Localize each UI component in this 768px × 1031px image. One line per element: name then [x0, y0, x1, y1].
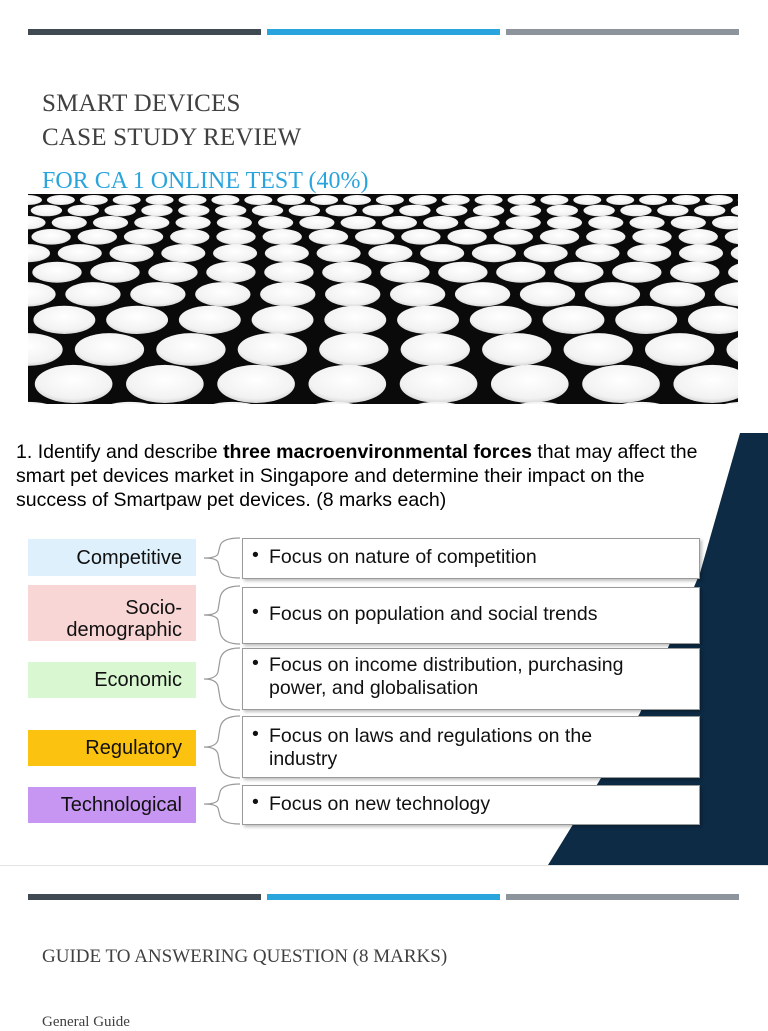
disc-shape: [473, 205, 504, 217]
disc-shape: [615, 306, 677, 334]
disc-shape: [423, 216, 458, 229]
disc-shape: [564, 333, 633, 366]
disc-shape: [28, 333, 63, 366]
disc-shape: [258, 216, 293, 229]
disc-shape: [585, 282, 640, 306]
disc-shape: [299, 216, 334, 229]
desc-competitive: [242, 538, 700, 579]
disc-shape: [215, 205, 246, 217]
disc-shape: [126, 365, 204, 403]
desc-text-line2: power, and globalisation: [269, 677, 691, 700]
question-marks: (8 marks each): [316, 489, 446, 511]
disc-shape: [632, 229, 671, 245]
disc-shape: [442, 195, 470, 205]
disc-shape: [728, 262, 738, 283]
disc-shape: [291, 402, 378, 404]
disc-shape: [75, 333, 144, 366]
disc-shape: [31, 229, 70, 245]
desc-text: Focus on nature of competition: [269, 546, 537, 568]
disc-shape: [455, 282, 510, 306]
disc-shape: [238, 333, 307, 366]
disc-shape: [28, 216, 46, 229]
disc-shape: [409, 195, 437, 205]
disc-shape: [252, 306, 314, 334]
bullet-glyph: •: [252, 544, 259, 567]
disc-shape: [671, 216, 706, 229]
disc-shape: [264, 262, 313, 283]
disc-shape: [195, 282, 250, 306]
disc-shape: [482, 333, 551, 366]
disc-shape: [731, 244, 738, 262]
disc-shape: [93, 216, 128, 229]
desc-technological: [242, 785, 700, 825]
question-bold: three macroenvironmental forces: [223, 441, 532, 463]
disc-shape: [104, 205, 135, 217]
disc-shape: [540, 229, 579, 245]
disc-shape: [725, 229, 738, 245]
disc-shape: [134, 216, 169, 229]
disc-shape: [58, 244, 102, 262]
disc-shape: [146, 195, 174, 205]
disc-shape: [694, 205, 725, 217]
disc-shape: [705, 195, 733, 205]
disc-shape: [679, 244, 723, 262]
disc-shape: [472, 244, 516, 262]
disc-shape: [33, 306, 95, 334]
disc-shape: [543, 306, 605, 334]
desc-socio-demographic: [242, 587, 700, 644]
disc-shape: [263, 229, 302, 245]
disc-shape: [322, 262, 371, 283]
disc-shape: [148, 262, 197, 283]
disc-shape: [170, 229, 209, 245]
header-bar-grey: [506, 29, 739, 35]
disc-shape: [475, 195, 503, 205]
slide-separator: [0, 865, 768, 866]
header-bar-dark: [28, 894, 261, 900]
disc-shape: [547, 205, 578, 217]
force-socio-demographic: [28, 585, 196, 641]
header-bar-grey: [506, 894, 739, 900]
force-technological: [28, 787, 196, 823]
disc-shape: [627, 244, 671, 262]
disc-shape: [156, 333, 225, 366]
disc-shape: [141, 205, 172, 217]
disc-shape: [672, 195, 700, 205]
disc-shape: [399, 205, 430, 217]
disc-shape: [110, 244, 154, 262]
disc-shape: [491, 365, 569, 403]
disc-shape: [380, 262, 429, 283]
disc-shape: [582, 365, 660, 403]
disc-shape: [124, 229, 163, 245]
header-bar-dark: [28, 29, 261, 35]
disc-shape: [382, 216, 417, 229]
disc-shape: [32, 262, 81, 283]
disc-shape: [657, 205, 688, 217]
disc-shape: [715, 282, 738, 306]
disc-shape: [506, 216, 541, 229]
disc-shape: [362, 205, 393, 217]
disc-shape: [113, 195, 141, 205]
disc-shape: [217, 365, 295, 403]
disc-shape: [217, 216, 252, 229]
disc-shape: [90, 262, 139, 283]
disc-shape: [731, 205, 738, 217]
disc-shape: [420, 244, 464, 262]
disc-shape: [520, 282, 575, 306]
desc-regulatory: [242, 716, 700, 778]
disc-shape: [494, 229, 533, 245]
disc-shape: [438, 262, 487, 283]
disc-shape: [206, 262, 255, 283]
disc-shape: [679, 229, 718, 245]
force-label: Socio-: [125, 597, 182, 619]
disc-shape: [343, 195, 371, 205]
question-text: [16, 440, 716, 512]
disc-shape: [712, 216, 738, 229]
disc-shape: [244, 195, 272, 205]
disc-shape: [31, 205, 62, 217]
disc-shape: [35, 365, 113, 403]
force-label: Regulatory: [85, 737, 182, 759]
disc-shape: [397, 306, 459, 334]
desc-text-line2: industry: [269, 748, 691, 771]
disc-shape: [161, 244, 205, 262]
disc-shape: [176, 216, 211, 229]
disc-shape: [464, 216, 499, 229]
desc-text: Focus on laws and regulations on the: [269, 725, 691, 748]
disc-shape: [688, 306, 738, 334]
disc-shape: [436, 205, 467, 217]
bullet-glyph: •: [252, 791, 259, 814]
disc-shape: [726, 333, 738, 366]
disc-shape: [52, 216, 87, 229]
disc-shape: [524, 244, 568, 262]
disc-shape: [645, 333, 714, 366]
desc-text: Focus on income distribution, purchasing: [269, 654, 691, 677]
force-competitive: [28, 539, 196, 576]
disc-shape: [496, 262, 545, 283]
disc-shape: [319, 333, 388, 366]
disc-shape: [575, 244, 619, 262]
disc-shape: [130, 282, 185, 306]
disc-shape: [376, 195, 404, 205]
disc-shape: [390, 282, 445, 306]
force-regulatory: [28, 730, 196, 766]
disc-shape: [573, 195, 601, 205]
slide-title-line2: CASE STUDY REVIEW: [42, 124, 301, 152]
disc-shape: [583, 205, 614, 217]
disc-shape: [324, 306, 386, 334]
bullet-glyph: •: [252, 723, 259, 746]
guide-title: GUIDE TO ANSWERING QUESTION (8 MARKS): [42, 946, 447, 968]
disc-shape: [289, 205, 320, 217]
disc-shape: [540, 195, 568, 205]
disc-shape: [68, 205, 99, 217]
disc-shape: [620, 205, 651, 217]
disc-shape: [588, 216, 623, 229]
disc-shape: [612, 262, 661, 283]
disc-shape: [495, 402, 582, 404]
desc-text: Focus on population and social trends: [269, 603, 597, 625]
disc-shape: [670, 262, 719, 283]
guide-subtitle: General Guide: [42, 1014, 130, 1031]
disc-shape: [80, 195, 108, 205]
header-bar-blue: [267, 29, 500, 35]
disc-shape: [265, 244, 309, 262]
disc-shape: [606, 195, 634, 205]
disc-shape: [179, 306, 241, 334]
disc-shape: [28, 282, 56, 306]
question-intro: Identify and describe: [38, 441, 218, 463]
disc-shape: [673, 365, 738, 403]
disc-shape: [28, 244, 50, 262]
disc-shape: [317, 244, 361, 262]
disc-shape: [178, 205, 209, 217]
disc-shape: [510, 205, 541, 217]
question-rest: that may affect the smart pet devices market in Singapore and determine their impact on the success of Smartpaw pet devices.: [16, 441, 697, 511]
disc-shape: [554, 262, 603, 283]
force-label: Technological: [61, 794, 182, 816]
disc-shape: [547, 216, 582, 229]
disc-shape: [355, 229, 394, 245]
force-label: Economic: [94, 669, 182, 691]
disc-shape: [260, 282, 315, 306]
bullet-glyph: •: [252, 601, 259, 624]
disc-shape: [650, 282, 705, 306]
disc-shape: [586, 229, 625, 245]
disc-shape: [470, 306, 532, 334]
cover-photo-discs: [28, 194, 738, 404]
disc-shape: [368, 244, 412, 262]
disc-shape: [252, 205, 283, 217]
disc-shape: [401, 333, 470, 366]
disc-shape: [401, 229, 440, 245]
slide-title-line1: SMART DEVICES: [42, 90, 241, 118]
question-number: 1.: [16, 441, 32, 463]
disc-shape: [341, 216, 376, 229]
disc-shape: [310, 195, 338, 205]
disc-shape: [447, 229, 486, 245]
force-economic: [28, 662, 196, 698]
disc-shape: [106, 306, 168, 334]
disc-shape: [213, 244, 257, 262]
disc-shape: [325, 282, 380, 306]
disc-shape: [216, 229, 255, 245]
disc-shape: [393, 402, 480, 404]
disc-shape: [211, 195, 239, 205]
disc-shape: [326, 205, 357, 217]
disc-shape: [639, 195, 667, 205]
disc-shape: [400, 365, 478, 403]
force-label-line2: demographic: [66, 619, 182, 641]
disc-shape: [78, 229, 117, 245]
force-label: Competitive: [76, 547, 182, 569]
header-bar-blue: [267, 894, 500, 900]
disc-shape: [65, 282, 120, 306]
desc-economic: [242, 648, 700, 710]
disc-shape: [308, 365, 386, 403]
disc-shape: [508, 195, 536, 205]
bullet-glyph: •: [252, 652, 259, 675]
slide-subtitle: FOR CA 1 ONLINE TEST (40%): [42, 168, 368, 195]
disc-shape: [179, 195, 207, 205]
desc-text: Focus on new technology: [269, 793, 490, 815]
disc-shape: [629, 216, 664, 229]
disc-shape: [28, 195, 42, 205]
disc-shape: [277, 195, 305, 205]
disc-shape: [309, 229, 348, 245]
disc-shape: [47, 195, 75, 205]
